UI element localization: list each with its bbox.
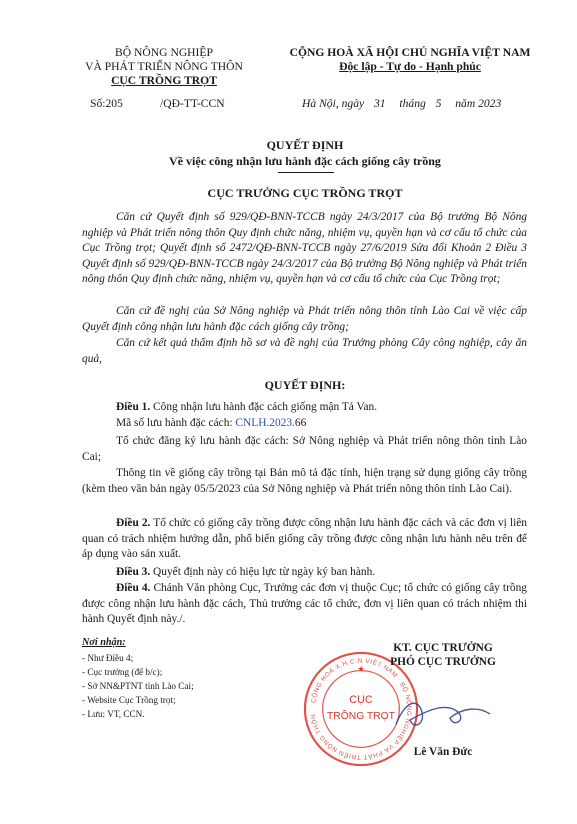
registering-organization: Tổ chức đăng ký lưu hành đặc cách: Sở Nông nghiệp và Phát triển nông thôn tỉnh Lào Cai; — [82, 435, 527, 463]
preamble-basis-1: Căn cứ Quyết định số 929/QĐ-BNN-TCCB ngày 24/3/2017 của Bộ trưởng Bộ Nông nghiệp và Phát triển nông thôn Quy định chức năng, nhiệm vụ, quyền hạn và cơ cấu tổ chức của Cục Trồng trọt; Quyết định số 2472/QĐ-BNN-TCCB ngày 27/6/2019 Sửa đổi Khoản 2 Điều 3 Quyết định số 929/QĐ-BNN-TCCB ngày 24/3/2017 của Bộ trưởng Bộ Nông nghiệp và Phát triển nông thôn Quy định chức năng, nhiệm vụ, quyền hạn và cơ cấu tổ chức của Cục Trồng trọt; — [82, 211, 527, 286]
article-1 — [82, 400, 527, 416]
document-number-code: /QĐ-TT-CCN — [160, 97, 225, 110]
signer-name: Lê Văn Đức — [413, 746, 473, 758]
national-motto: Độc lập - Tự do - Hạnh phúc — [339, 60, 481, 73]
signature-title-2: PHÓ CỤC TRƯỞNG — [390, 656, 496, 668]
recipients-title: Nơi nhận: — [82, 637, 126, 648]
handwritten-signature — [388, 690, 498, 740]
article-4-label: Điều 4. — [116, 582, 151, 594]
department-name: CỤC TRỒNG TRỌT — [111, 74, 217, 87]
preamble-basis-3: Căn cứ kết quả thẩm định hồ sơ và đề nghị của Trưởng phòng Cây công nghiệp, cây ăn quả, — [82, 337, 527, 365]
preamble-basis-2: Căn cứ đề nghị của Sở Nông nghiệp và Phát triển nông thôn tỉnh Lào Cai về việc cấp Quyết định công nhận lưu hành đặc cách giống cây trồng; — [82, 305, 527, 333]
article-1-label: Điều 1. — [116, 401, 151, 413]
document-title: QUYẾT ĐỊNH — [266, 138, 344, 152]
recipient-item: - Lưu: VT, CCN. — [82, 709, 145, 719]
issuing-authority: CỤC TRƯỞNG CỤC TRỒNG TRỌT — [207, 186, 403, 200]
seal-ring-text: CỘNG HOÀ X.H.C.N VIỆT NAM · BỘ NÔNG NGHIỆP VÀ PHÁT TRIỂN NÔNG THÔN — [309, 657, 413, 761]
place-and-date — [302, 97, 542, 110]
document-number-label: Số:205 — [90, 97, 123, 110]
date-year: năm 2023 — [455, 97, 502, 110]
variety-information: Thông tin về giống cây trồng tại Bản mô tả đặc tính, hiện trạng sử dụng giống cây trồng (kèm theo văn bản ngày 05/5/2023 của Sở Nông nghiệp và Phát triển nông thôn tỉnh Lào Cai). — [82, 467, 527, 495]
article-4-text: Chánh Văn phòng Cục, Trưởng các đơn vị thuộc Cục; tổ chức có giống cây trồng được công nhận lưu hành đặc cách, Thủ trưởng các tổ chức, đơn vị liên quan có trách nhiệm thi hành Quyết định này./. — [82, 582, 527, 626]
seal-center-line-2: TRỒNG TRỌT — [327, 710, 395, 722]
date-month: 5 — [435, 97, 442, 110]
date-month-label: tháng — [399, 97, 426, 110]
place-date-prefix: Hà Nội, ngày — [302, 97, 365, 110]
article-2-label: Điều 2. — [116, 517, 151, 529]
recipient-item: - Website Cục Trồng trọt; — [82, 695, 176, 705]
registration-code-number: 66 — [294, 417, 307, 429]
subject-underline — [278, 172, 334, 173]
article-4 — [82, 581, 527, 628]
seal-center-line-1: CỤC — [349, 694, 373, 707]
registration-code-label: Mã số lưu hành đặc cách: — [116, 417, 236, 429]
decision-heading: QUYẾT ĐỊNH: — [264, 378, 346, 392]
svg-text:★: ★ — [357, 664, 365, 674]
document-subject: Về việc công nhận lưu hành đặc cách giống cây trồng — [169, 154, 441, 168]
article-3-label: Điều 3. — [116, 566, 151, 578]
date-day: 31 — [373, 97, 386, 110]
article-3-text: Quyết định này có hiệu lực từ ngày ký ban hành. — [150, 566, 376, 578]
article-2 — [82, 516, 527, 563]
recipient-item: - Sở NN&PTNT tỉnh Lào Cai; — [82, 681, 194, 691]
registration-code-prefix: CNLH.2023. — [235, 417, 295, 429]
recipient-item: - Cục trưởng (để b/c); — [82, 667, 163, 677]
article-1-text: Công nhận lưu hành đặc cách giống mận Tả Van. — [150, 401, 378, 413]
signature-title-1: KT. CỤC TRƯỞNG — [393, 642, 493, 654]
ministry-line-2: VÀ PHÁT TRIỂN NÔNG THÔN — [85, 60, 243, 73]
registration-code — [82, 416, 527, 432]
country-name: CỘNG HOÀ XÃ HỘI CHỦ NGHĨA VIỆT NAM — [289, 46, 531, 59]
ministry-line-1: BỘ NÔNG NGHIỆP — [115, 46, 213, 59]
recipient-item: - Như Điều 4; — [82, 653, 134, 663]
article-2-text: Tổ chức có giống cây trồng được công nhận lưu hành đặc cách và các đơn vị liên quan có trách nhiệm hướng dẫn, phổ biến giống cây trồng được công nhận lưu hành nêu trên để áp dụng vào sản xuất. — [82, 517, 527, 561]
article-3 — [82, 565, 527, 581]
